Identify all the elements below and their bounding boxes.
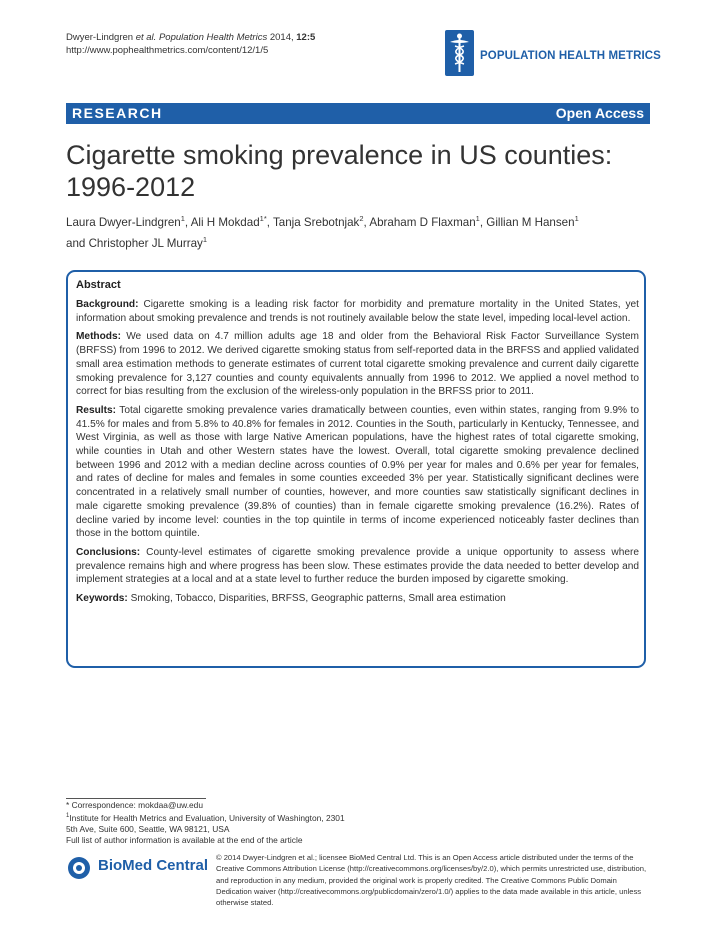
background-text: Cigarette smoking is a leading risk factor for morbidity and premature mortality in the United States, yet information about smoking prevalence and trends is not routinely available below the state level, impeding local-level action. — [76, 299, 639, 324]
abstract-heading: Abstract — [76, 279, 121, 291]
citation-year: 2014, — [269, 32, 294, 43]
affiliation-number: 1 — [66, 813, 70, 820]
title-line-1: Cigarette smoking prevalence in US counties: — [66, 140, 613, 170]
author-name: Tanja Srebotnjak — [272, 215, 360, 229]
open-access-label: Open Access — [555, 105, 644, 121]
methods-heading: Methods: — [76, 331, 121, 343]
author-info-note: Full list of author information is available at the end of the article — [66, 835, 303, 846]
citation-et-al: et al. — [135, 32, 157, 43]
affiliation-line-1: Institute for Health Metrics and Evaluation, University of Washington, 2301 — [69, 813, 345, 823]
journal-logo-text: POPULATION HEALTH METRICS — [480, 50, 661, 62]
results-heading: Results: — [76, 404, 116, 416]
author-affiliation: 1 — [180, 214, 185, 223]
footnote-divider — [66, 798, 206, 799]
author-name: Laura Dwyer-Lindgren — [66, 215, 181, 229]
author-name: and Christopher JL Murray — [66, 236, 203, 250]
license-text: © 2014 Dwyer-Lindgren et al.; licensee BioMed Central Ltd. This is an Open Access article distributed under the terms of the Creative Commons Attribution License (http://creativecommons.org/licenses/by/2.0), which permits unrestricted use, distribution, and reproduction in any medium, provided the original work is properly credited. The Creative Commons Public Domain Dedication waiver (http://creativecommons.org/publicdomain/zero/1.0/) applies to the data made available in this article, unless otherwise stated. — [216, 853, 647, 908]
running-header — [66, 31, 315, 57]
author-name: Abraham D Flaxman — [369, 215, 476, 229]
abstract-conclusions — [76, 546, 639, 587]
author-list — [66, 210, 626, 252]
conclusions-text: County-level estimates of cigarette smoking prevalence provide a unique opportunity to assess where prevalence remains high and where progress has been slow. These estimates provide the data needed to better develop and implement strategies at a local and at a state level to further reduce the burden imposed by cigarette smoking. — [76, 546, 639, 586]
article-type-label: RESEARCH — [72, 105, 163, 121]
author-name: Ali H Mokdad — [190, 215, 260, 229]
title-line-2: 1996-2012 — [66, 172, 196, 202]
abstract-keywords — [76, 592, 639, 606]
abstract-results — [76, 404, 639, 541]
publisher-name: BioMed Central — [98, 857, 209, 874]
citation-journal: Population Health Metrics — [158, 32, 268, 43]
author-affiliation: 1 — [202, 234, 207, 244]
abstract-body — [76, 298, 639, 611]
affiliation-1 — [66, 811, 366, 824]
author-affiliation: 1 — [574, 214, 579, 223]
article-url[interactable]: http://www.pophealthmetrics.com/content/12/1/5 — [66, 45, 269, 56]
citation-line — [66, 31, 315, 44]
author-affiliation: 2 — [359, 214, 364, 223]
article-title — [66, 139, 626, 203]
caduceus-icon — [445, 30, 474, 76]
footnotes — [66, 800, 366, 847]
author-affiliation: 1* — [259, 214, 267, 223]
correspondence: * Correspondence: mokdaa@uw.edu — [66, 800, 204, 810]
keywords-text: Smoking, Tobacco, Disparities, BRFSS, Geographic patterns, Small area estimation — [130, 593, 506, 605]
author-separator: , — [479, 215, 487, 229]
affiliation-line-2: 5th Ave, Suite 600, Seattle, WA 98121, USA — [66, 824, 230, 835]
citation-authors: Dwyer-Lindgren — [66, 32, 134, 43]
methods-text: We used data on 4.7 million adults age 18 and older from the Behavioral Risk Factor Surveillance System (BRFSS) from 1996 to 2012. We derived cigarette smoking status from self-reported data in the BRFSS and applied validated small area estimation methods to generate estimates of current total cigarette smoking prevalence and current daily cigarette smoking prevalence for 3,127 counties and county equivalents annually from 1996 to 2012. We applied a novel method to correct for bias resulting from the exclusion of the wireless-only population in the BRFSS prior to 2011. — [76, 331, 639, 398]
author-separator: , — [184, 215, 191, 229]
author-separator: , — [363, 215, 370, 229]
abstract-methods — [76, 330, 639, 399]
keywords-heading: Keywords: — [76, 593, 128, 605]
author-affiliation: 1 — [475, 214, 480, 223]
author-separator: , — [266, 215, 273, 229]
abstract-background — [76, 298, 639, 325]
author-name: Gillian M Hansen — [486, 215, 575, 229]
conclusions-heading: Conclusions: — [76, 546, 141, 558]
results-text: Total cigarette smoking prevalence varies dramatically between counties, even within states, ranging from 9.9% to 41.5% for males and from 5.8% to 40.8% for females in 2012. Counties in the South, particularly in Kentucky, Tennessee, and West Virginia, as well as those with large Native American populations, have the highest rates of total cigarette smoking, while counties in Utah and other Western states have the lowest. Overall, total cigarette smoking prevalence declined between 1996 and 2012 with a median decline across counties of 0.9% per year for males and 0.6% per year for females, and rates of decline for males and females in some counties exceeded 3% per year. Statistically significant declines were concentrated in a relatively small number of counties, however, and more counties saw statistically significant declines in male cigarette smoking prevalence (39.8% of counties) than in female cigarette smoking prevalence (16.2%). Rates of decline varied by income level: counties in the top quintile in terms of income experienced noticeably faster declines than those in the bottom quintile. — [76, 404, 639, 540]
citation-volume: 12:5 — [296, 32, 316, 43]
background-heading: Background: — [76, 299, 139, 310]
